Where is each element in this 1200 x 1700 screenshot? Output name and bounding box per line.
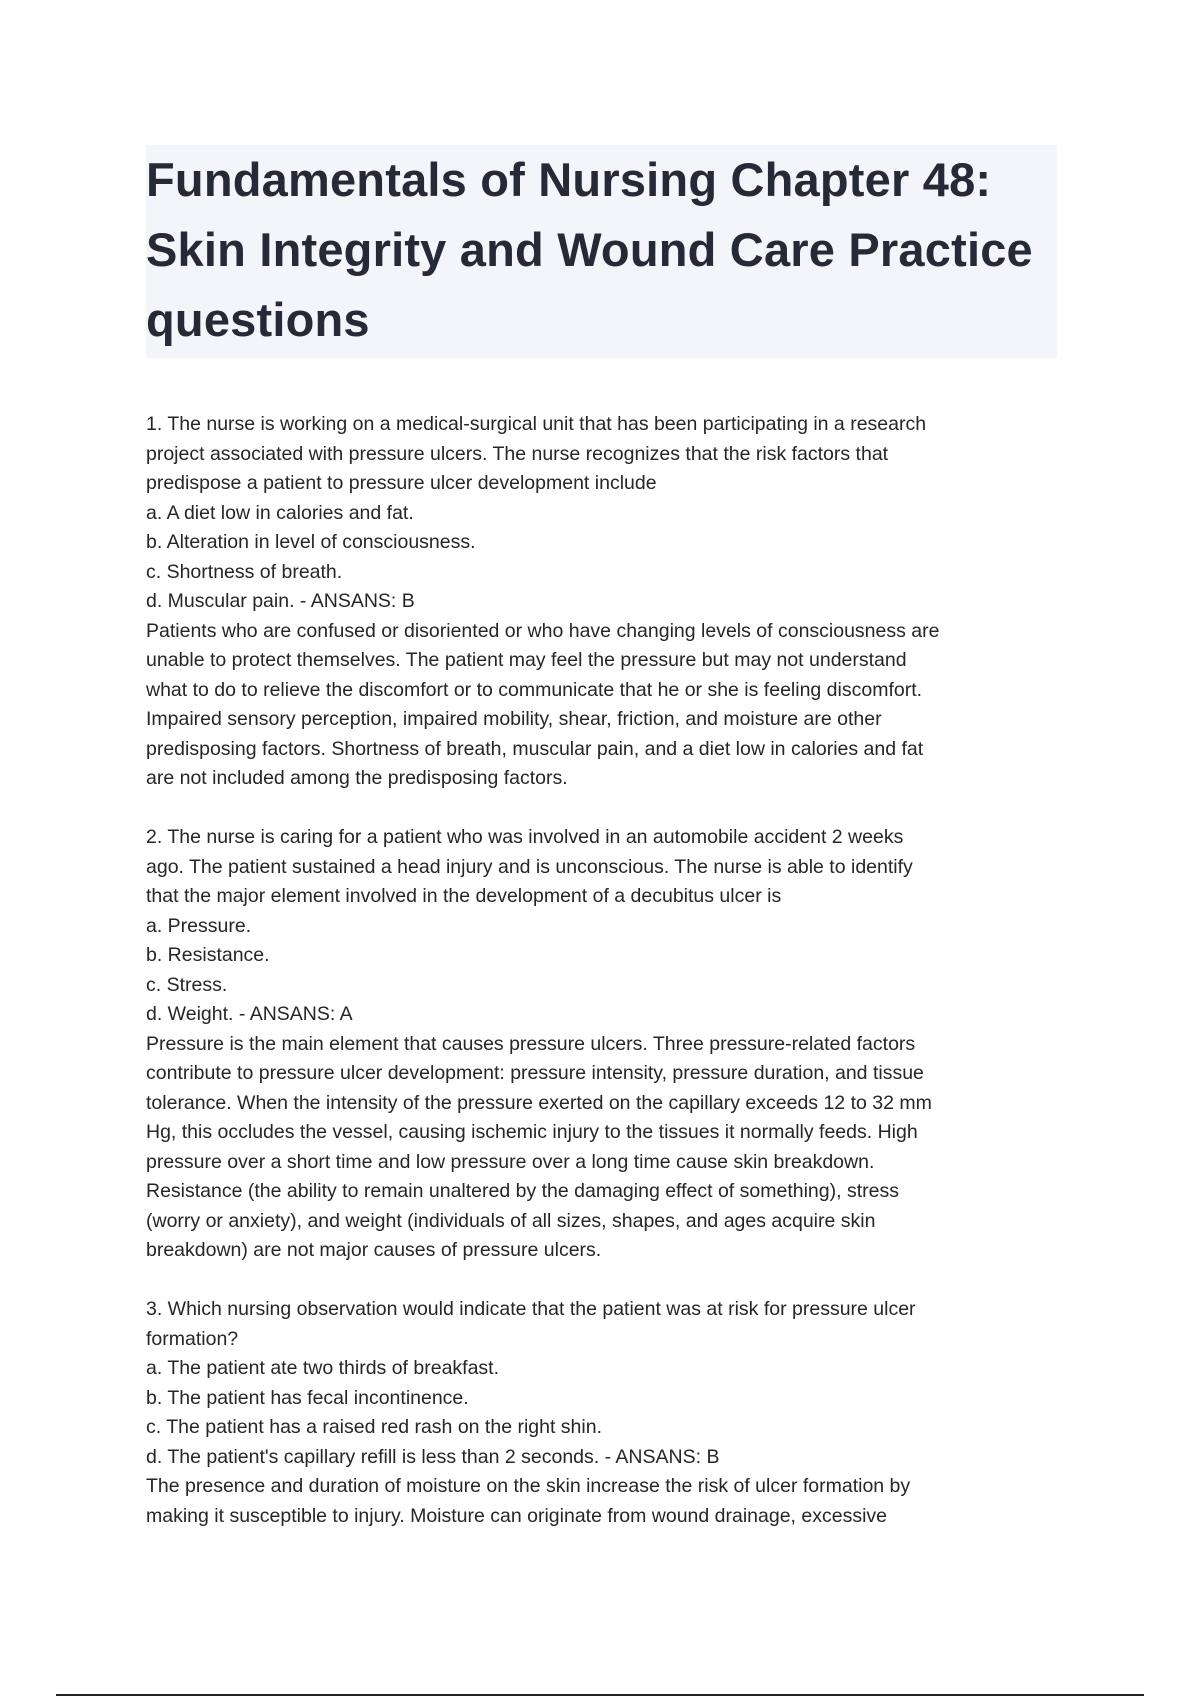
answer-option-with-key: d. Weight. - ANSANS: A	[146, 1003, 353, 1025]
rationale-line: Resistance (the ability to remain unaltered by the damaging effect of something), stress	[146, 1180, 899, 1202]
question-1	[146, 410, 1066, 794]
rationale-line: pressure over a short time and low pressure over a long time cause skin breakdown.	[146, 1150, 875, 1173]
answer-option: b. Alteration in level of consciousness.	[146, 531, 476, 553]
rationale-line: (worry or anxiety), and weight (individuals of all sizes, shapes, and ages acquire skin	[146, 1209, 876, 1232]
rationale-line: Patients who are confused or disoriented or who have changing levels of consciousness are	[146, 619, 940, 642]
question-stem-line: 2. The nurse is caring for a patient who was involved in an automobile accident 2 weeks	[146, 826, 904, 848]
rationale-line: predisposing factors. Shortness of breath, muscular pain, and a diet low in calories and fat	[146, 737, 924, 760]
question-stem-line: project associated with pressure ulcers. The nurse recognizes that the risk factors that	[146, 442, 889, 465]
title-line: Fundamentals of Nursing Chapter 48:	[146, 153, 992, 206]
answer-option: b. The patient has fecal incontinence.	[146, 1386, 469, 1409]
question-3	[146, 1295, 1066, 1531]
rationale-line: The presence and duration of moisture on the skin increase the risk of ulcer formation by	[146, 1475, 911, 1497]
answer-option: b. Resistance.	[146, 944, 270, 966]
answer-option: c. The patient has a raised red rash on the right shin.	[146, 1416, 602, 1438]
title-banner	[146, 145, 1057, 358]
question-stem-line: predispose a patient to pressure ulcer development include	[146, 472, 657, 494]
rationale-line: unable to protect themselves. The patient may feel the pressure but may not understand	[146, 649, 907, 671]
rationale-line: breakdown) are not major causes of pressure ulcers.	[146, 1239, 602, 1261]
answer-option: a. Pressure.	[146, 914, 252, 937]
rationale-line: contribute to pressure ulcer development: pressure intensity, pressure duration, and tissue	[146, 1062, 924, 1084]
rationale-line: making it susceptible to injury. Moisture can originate from wound drainage, excessive	[146, 1504, 887, 1527]
rationale-line: are not included among the predisposing factors.	[146, 767, 568, 789]
question-stem-line: ago. The patient sustained a head injury and is unconscious. The nurse is able to identify	[146, 855, 913, 878]
question-stem-line: 1. The nurse is working on a medical-surgical unit that has been participating in a research	[146, 413, 927, 435]
rationale-line: Impaired sensory perception, impaired mobility, shear, friction, and moisture are other	[146, 708, 882, 730]
question-stem-line: 3. Which nursing observation would indicate that the patient was at risk for pressure ulcer	[146, 1298, 916, 1320]
title-line: questions	[146, 293, 370, 346]
answer-option: a. A diet low in calories and fat.	[146, 501, 414, 524]
page-title	[146, 145, 1057, 355]
rationale-line: Hg, this occludes the vessel, causing ischemic injury to the tissues it normally feeds. High	[146, 1121, 918, 1143]
question-stem-line: formation?	[146, 1327, 239, 1350]
question-2	[146, 823, 1066, 1266]
answer-option: c. Shortness of breath.	[146, 560, 343, 583]
answer-option: a. The patient ate two thirds of breakfast.	[146, 1357, 500, 1379]
title-line: Skin Integrity and Wound Care Practice	[146, 223, 1033, 276]
rationale-line: tolerance. When the intensity of the pressure exerted on the capillary exceeds 12 to 32 mm	[146, 1091, 932, 1114]
rationale-line: what to do to relieve the discomfort or to communicate that he or she is feeling discomfort.	[146, 678, 923, 701]
answer-option: c. Stress.	[146, 973, 228, 996]
answer-option-with-key: d. The patient's capillary refill is less than 2 seconds. - ANSANS: B	[146, 1445, 720, 1468]
rationale-line: Pressure is the main element that causes pressure ulcers. Three pressure-related factors	[146, 1032, 916, 1055]
questions-body	[146, 410, 1066, 1561]
footer-divider	[56, 1694, 1144, 1696]
answer-option-with-key: d. Muscular pain. - ANSANS: B	[146, 590, 415, 612]
question-stem-line: that the major element involved in the development of a decubitus ulcer is	[146, 885, 782, 907]
